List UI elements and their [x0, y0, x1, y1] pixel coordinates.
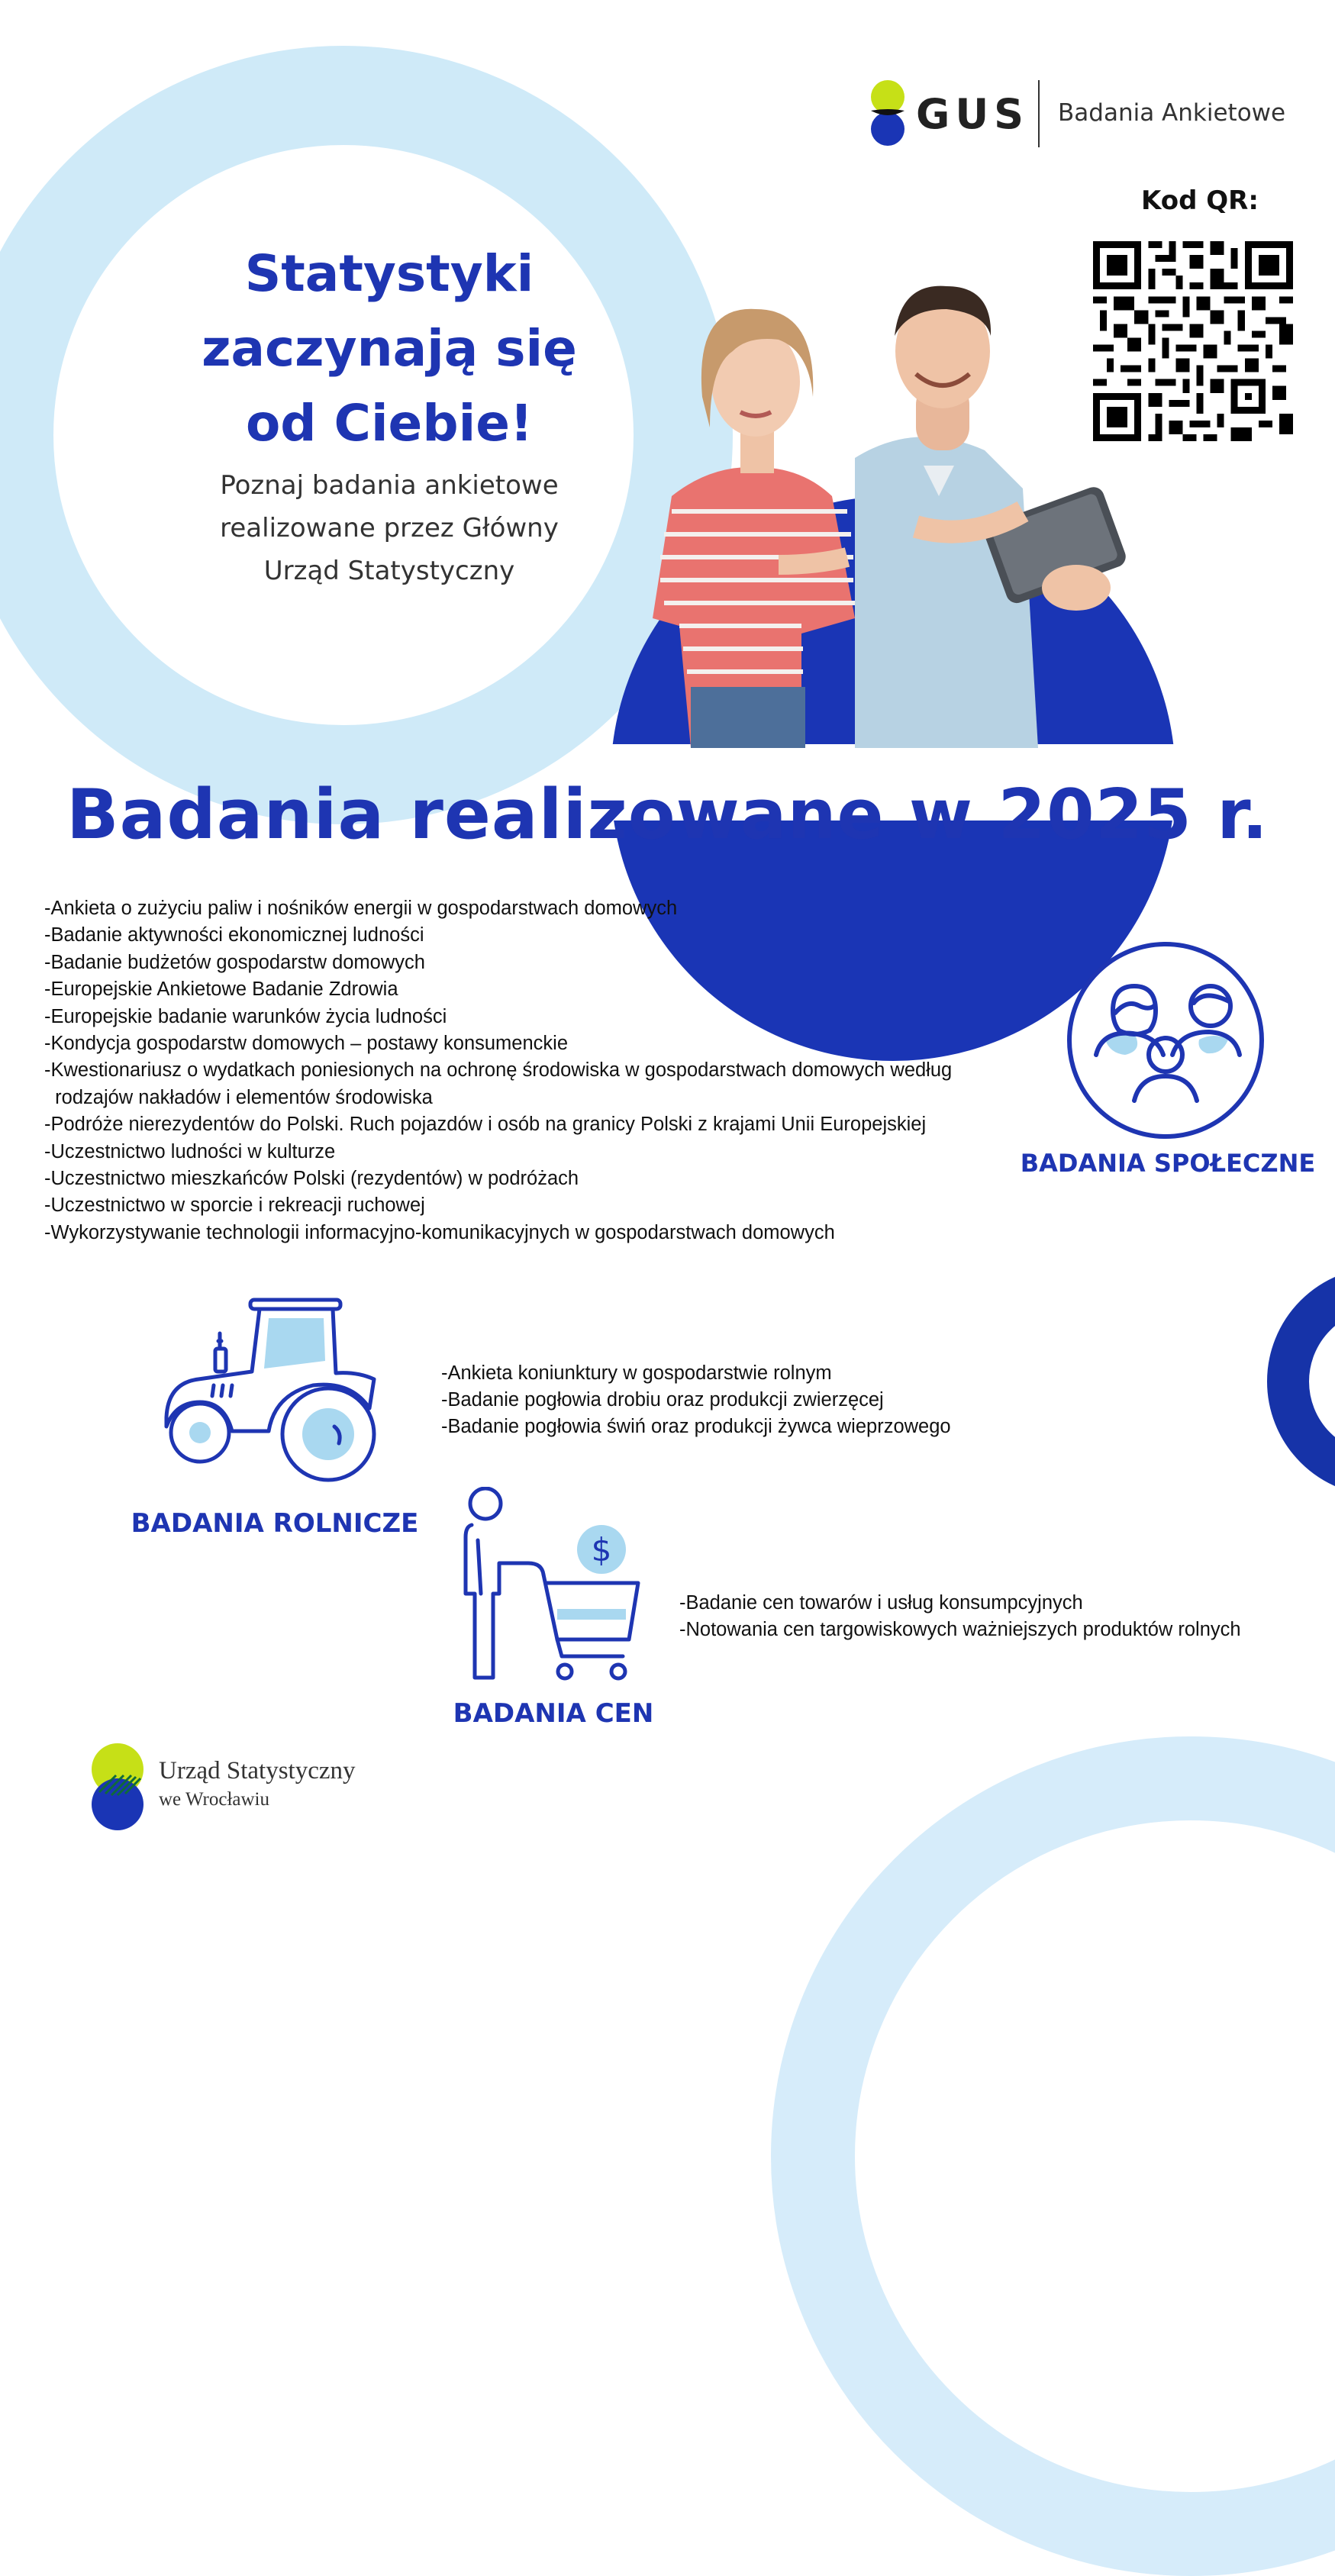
list-item: -Badanie cen towarów i usług konsumpcyjnych	[679, 1592, 1083, 1614]
list-item: -Europejskie Ankietowe Badanie Zdrowia	[44, 978, 398, 1001]
list-item: -Badanie budżetów gospodarstw domowych	[44, 951, 425, 973]
shopping-cart-icon	[458, 1487, 649, 1685]
hero-subtitle	[191, 464, 588, 592]
list-item: -Podróże nierezydentów do Polski. Ruch pojazdów i osób na granicy Polski z krajami Unii Europejskiej	[44, 1114, 927, 1136]
price-label: BADANIA CEN	[453, 1698, 654, 1729]
list-item: rodzajów nakładów i elementów środowiska	[44, 1086, 433, 1108]
list-item: -Kwestionariusz o wydatkach poniesionych na ochronę środowiska w gospodarstwach domowych według	[44, 1059, 953, 1082]
dollar-sign: $	[591, 1531, 612, 1568]
list-item: -Badanie aktywności ekonomicznej ludności	[44, 924, 424, 946]
gus-logo	[869, 80, 1029, 147]
gus-logo-icon	[869, 80, 907, 147]
decorative-ring-right	[1267, 1267, 1335, 1496]
list-item: -Wykorzystywanie technologii informacyjno-komunikacyjnych w gospodarstwach domowych	[44, 1221, 835, 1243]
tractor-icon	[153, 1295, 397, 1494]
decorative-ring-bottom	[771, 1736, 1335, 2576]
org-city: we Wrocławiu	[159, 1789, 270, 1810]
header-subtitle: Badania Ankietowe	[1058, 99, 1286, 127]
price-survey-list	[679, 1590, 1241, 1643]
agri-survey-list	[441, 1360, 951, 1440]
social-survey-list	[44, 895, 952, 1246]
social-label: BADANIA SPOŁECZNE	[1020, 1149, 1316, 1178]
list-item: -Kondycja gospodarstw domowych – postawy konsumenckie	[44, 1033, 569, 1055]
list-item: -Uczestnictwo w sporcie i rekreacji ruchowej	[44, 1195, 425, 1217]
people-photo	[626, 267, 1145, 748]
list-item: -Uczestnictwo ludności w kulturze	[44, 1140, 336, 1162]
us-wroclaw-logo-icon	[90, 1742, 145, 1832]
section-title: Badania realizowane w 2025 r.	[66, 775, 1269, 855]
hero-title-line: Statystyki	[244, 244, 534, 303]
hero-subtitle-line: Urząd Statystyczny	[263, 556, 515, 586]
list-item: -Ankieta koniunktury w gospodarstwie rolnym	[441, 1362, 832, 1384]
gus-brand-text: GUS	[916, 89, 1030, 138]
hero-subtitle-line: realizowane przez Główny	[220, 513, 559, 543]
header-divider	[1038, 80, 1040, 147]
woman-figure	[653, 309, 855, 748]
list-item: -Europejskie badanie warunków życia ludności	[44, 1005, 447, 1027]
list-item: -Uczestnictwo mieszkańców Polski (rezydentów) w podróżach	[44, 1168, 579, 1190]
hero-title-line: od Ciebie!	[245, 394, 534, 453]
hero-subtitle-line: Poznaj badania ankietowe	[220, 470, 559, 501]
man-figure	[855, 286, 1129, 748]
list-item: -Ankieta o zużyciu paliw i nośników energii w gospodarstwach domowych	[44, 898, 678, 919]
hero-title-line: zaczynają się	[202, 319, 577, 378]
list-item: -Notowania cen targowiskowych ważniejszych produktów rolnych	[679, 1619, 1241, 1640]
people-group-icon	[1066, 940, 1266, 1140]
hero-title	[191, 237, 588, 461]
org-name: Urząd Statystyczny	[159, 1757, 356, 1785]
list-item: -Badanie pogłowia drobiu oraz produkcji zwierzęcej	[441, 1389, 884, 1411]
agri-label: BADANIA ROLNICZE	[131, 1508, 419, 1539]
list-item: -Badanie pogłowia świń oraz produkcji żywca wieprzowego	[441, 1416, 951, 1437]
qr-label: Kod QR:	[1141, 185, 1259, 216]
